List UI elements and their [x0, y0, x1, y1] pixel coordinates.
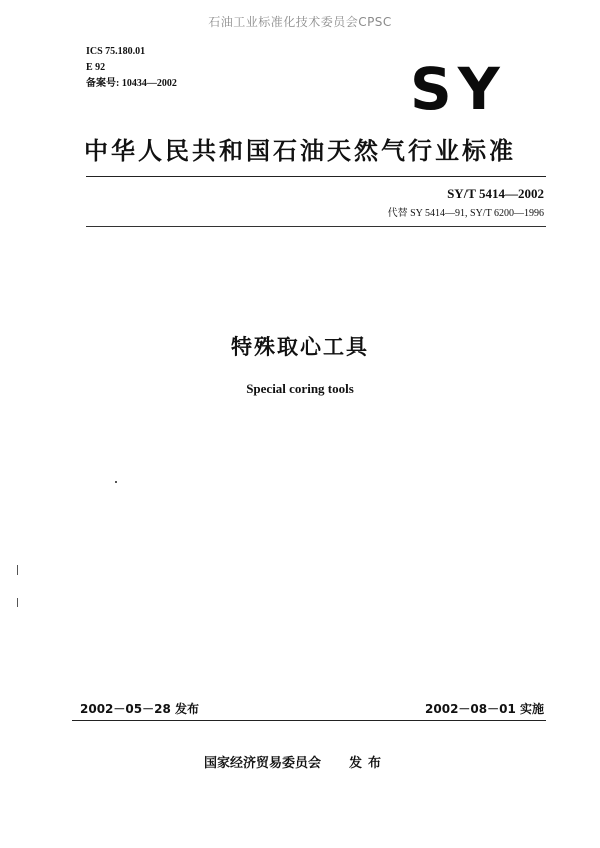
ccs-code: E 92 [86, 62, 106, 73]
document-title-cn: 特殊取心工具 [231, 335, 369, 359]
scan-mark-left-2 [17, 598, 18, 607]
issuer-name: 国家经济贸易委员会 [204, 756, 322, 771]
org-title: 中华人民共和国石油天然气行业标准 [84, 137, 516, 165]
bottom-divider [72, 720, 546, 721]
scan-speck [115, 481, 117, 483]
issuer-line [204, 752, 387, 771]
issuer-verb: 发布 [349, 756, 388, 771]
standard-number-block [388, 186, 544, 219]
classification-block [86, 44, 177, 92]
ics-code: ICS 75.180.01 [86, 46, 146, 57]
document-title-en: Special coring tools [246, 381, 354, 396]
standard-code: SY/T 5414—2002 [447, 186, 544, 201]
top-divider [86, 176, 546, 177]
issue-date: 2002－05－28 发布 [80, 702, 199, 716]
scan-mark-left-1 [17, 565, 18, 575]
watermark: 石油工业标准化技术委员会CPSC [208, 15, 392, 29]
record-number: 备案号: 10434—2002 [86, 78, 177, 89]
implementation-date: 2002－08－01 实施 [425, 702, 544, 716]
header-divider [86, 226, 546, 227]
replaces-note: 代替 SY 5414—91, SY/T 6200—1996 [387, 208, 544, 219]
sy-logo: SY [410, 55, 506, 123]
